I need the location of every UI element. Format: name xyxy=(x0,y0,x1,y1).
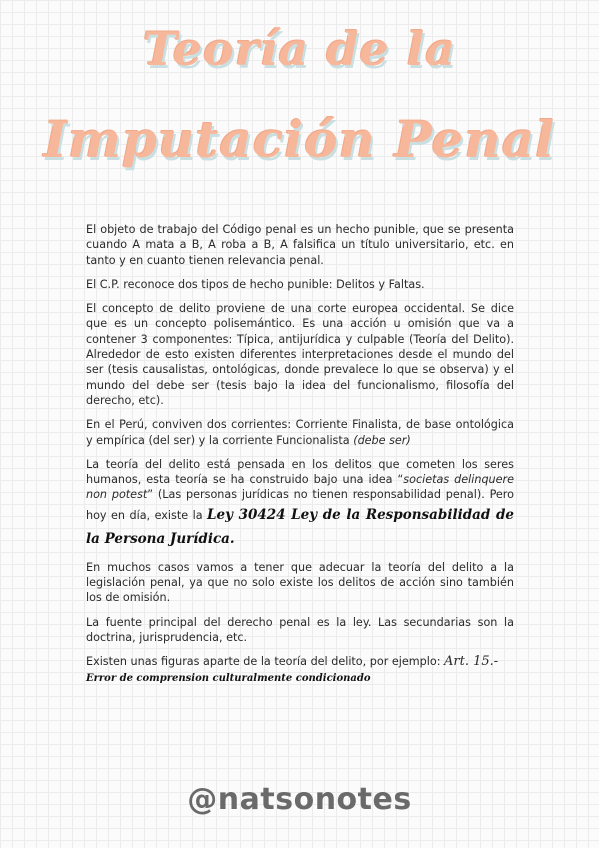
paragraph-5-text-b: ” (Las personas jurídicas no tienen responsabilidad penal). Pero hoy en día, existe la xyxy=(86,488,515,522)
paragraph-4-text: En el Perú, conviven dos corrientes: Corriente Finalista, de base ontológica y empírica (del ser) y la corriente Funcionalista xyxy=(86,418,514,447)
title-line-1: Teoría de la xyxy=(142,22,457,76)
paragraph-8 xyxy=(86,654,514,686)
paragraph-8-text: Existen unas figuras aparte de la teoría del delito, por ejemplo: xyxy=(86,655,441,669)
paragraph-5 xyxy=(86,457,514,551)
document-body xyxy=(86,222,514,695)
latin-phrase: societas delinquere non potest xyxy=(86,473,514,502)
article-reference: Art. 15.- xyxy=(444,654,499,670)
paragraph-4-paren: (debe ser) xyxy=(353,433,411,447)
paragraph-4 xyxy=(86,417,514,448)
paragraph-6: En muchos casos vamos a tener que adecuar la teoría del delito a la legislación penal, ya que no solo existe los delitos de acción sino también los de omisión. xyxy=(86,560,514,605)
error-concept: Error de comprension culturalmente condicionado xyxy=(86,672,371,684)
author-signature: @natsonotes xyxy=(187,782,412,817)
paragraph-7: La fuente principal del derecho penal es la ley. Las secundarias son la doctrina, jurisprudencia, etc. xyxy=(86,615,514,644)
law-reference: Ley 30424 Ley de la Responsabilidad de la Persona Jurídica. xyxy=(86,506,514,547)
paragraph-5-text-a: La teoría del delito está pensada en los delitos que cometen los seres humanos, esta teoría se ha construido bajo una idea “ xyxy=(86,457,514,487)
paragraph-2: El C.P. reconoce dos tipos de hecho punible: Delitos y Faltas. xyxy=(86,277,425,291)
paragraph-3: El concepto de delito proviene de una corte europea occidental. Se dice que es un concepto polisemántico. Es una acción u omisión que va a contener 3 componentes: Típica, antijurídica y culpable (Teoría del Delito). Alrededor de esto existen diferentes interpretaciones desde el mundo del ser (tesis causalistas, ontológicas, donde prevalece lo que se observa) y el mundo del debe ser (tesis bajo la idea del funcionalismo, filosofía del derecho, etc). xyxy=(86,302,514,407)
paragraph-1: El objeto de trabajo del Código penal es un hecho punible, que se presenta cuando A mata a B, A roba a B, A falsifica un título universitario, etc. en tanto y en cuanto tienen relevancia penal. xyxy=(86,223,514,267)
title-line-2: Imputación Penal xyxy=(43,110,556,169)
